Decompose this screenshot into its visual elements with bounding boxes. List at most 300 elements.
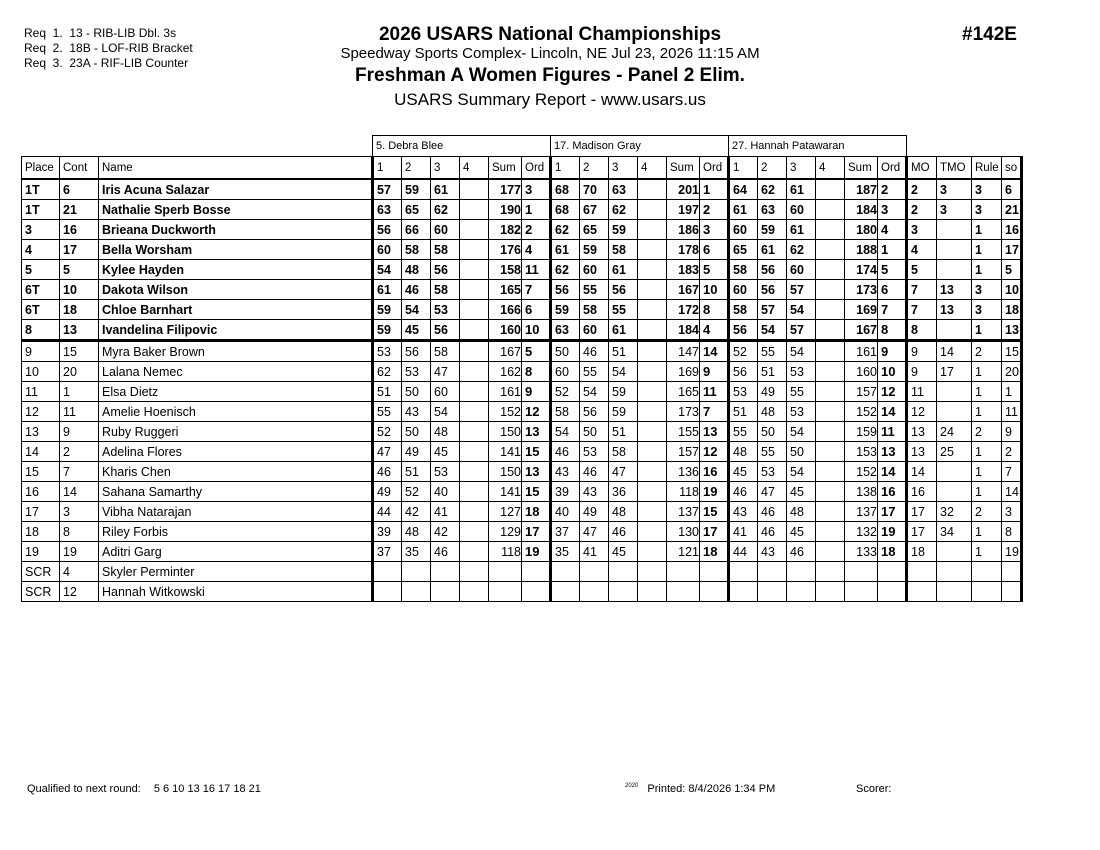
- score-cell: 51: [402, 462, 431, 482]
- contestant-number-cell: 16: [60, 220, 99, 240]
- contestant-number-cell: 11: [60, 402, 99, 422]
- score-cell: [460, 220, 489, 240]
- score-cell: 51: [609, 422, 638, 442]
- judge-ordinal-cell: 8: [878, 320, 907, 341]
- tmo-cell: [937, 240, 972, 260]
- score-cell: [638, 402, 667, 422]
- score-cell: 46: [609, 522, 638, 542]
- score-cell: 60: [729, 280, 758, 300]
- skater-name-cell: Hannah Witkowski: [99, 582, 373, 602]
- report-title: USARS Summary Report - www.usars.us: [394, 90, 706, 109]
- judge-sum-cell: 184: [845, 200, 878, 220]
- score-cell: 65: [580, 220, 609, 240]
- judge-ordinal-cell: 3: [700, 220, 729, 240]
- table-row: [22, 522, 1022, 542]
- score-cell: [816, 382, 845, 402]
- judge-sum-cell: [489, 582, 522, 602]
- mo-cell: 11: [907, 382, 937, 402]
- score-cell: 56: [402, 341, 431, 362]
- so-cell: 17: [1002, 240, 1022, 260]
- score-cell: 55: [758, 341, 787, 362]
- judge-sum-cell: 172: [667, 300, 700, 320]
- requirements-list: [24, 26, 193, 71]
- score-cell: 60: [787, 200, 816, 220]
- score-cell: 52: [373, 422, 402, 442]
- so-cell: 9: [1002, 422, 1022, 442]
- score-cell: 54: [787, 422, 816, 442]
- score-cell: 43: [758, 542, 787, 562]
- judge-ordinal-cell: 10: [522, 320, 551, 341]
- judge-header-spacer: [907, 136, 1022, 157]
- event-number: #142E: [962, 24, 1017, 45]
- judge-sum-cell: 190: [489, 200, 522, 220]
- score-cell: 59: [758, 220, 787, 240]
- rule-cell: 1: [972, 542, 1002, 562]
- so-cell: 18: [1002, 300, 1022, 320]
- score-cell: 46: [431, 542, 460, 562]
- score-cell: [580, 562, 609, 582]
- table-row: [22, 582, 1022, 602]
- score-cell: [787, 562, 816, 582]
- judge-ordinal-cell: 9: [878, 341, 907, 362]
- score-cell: 58: [609, 442, 638, 462]
- results-table: [21, 135, 1023, 602]
- score-cell: 53: [758, 462, 787, 482]
- judge-ordinal-cell: 15: [522, 442, 551, 462]
- contestant-number-cell: 4: [60, 562, 99, 582]
- judge-sum-cell: 150: [489, 462, 522, 482]
- score-cell: 48: [758, 402, 787, 422]
- score-cell: [638, 482, 667, 502]
- place-cell: SCR: [22, 562, 60, 582]
- column-header: Name: [99, 157, 373, 180]
- score-cell: 54: [787, 341, 816, 362]
- judge-sum-cell: 166: [489, 300, 522, 320]
- req-text: 18B - LOF-RIB Bracket: [69, 41, 193, 55]
- judge-sum-cell: 201: [667, 179, 700, 200]
- score-cell: [638, 542, 667, 562]
- judge-sum-cell: 118: [667, 482, 700, 502]
- score-cell: 45: [787, 482, 816, 502]
- judge-ordinal-cell: 6: [878, 280, 907, 300]
- skater-name-cell: Skyler Perminter: [99, 562, 373, 582]
- so-cell: 11: [1002, 402, 1022, 422]
- score-cell: [729, 582, 758, 602]
- judge-sum-cell: 176: [489, 240, 522, 260]
- judge-sum-cell: 169: [667, 362, 700, 382]
- so-cell: 1: [1002, 382, 1022, 402]
- req-text: 23A - RIF-LIB Counter: [69, 56, 189, 70]
- so-cell: 14: [1002, 482, 1022, 502]
- score-cell: [431, 562, 460, 582]
- score-cell: [373, 562, 402, 582]
- judge-sum-cell: 127: [489, 502, 522, 522]
- mo-cell: 12: [907, 402, 937, 422]
- score-cell: [638, 422, 667, 442]
- column-header-row: [22, 157, 1022, 180]
- judge-ordinal-cell: 13: [700, 422, 729, 442]
- table-row: [22, 422, 1022, 442]
- mo-cell: 18: [907, 542, 937, 562]
- score-cell: 56: [551, 280, 580, 300]
- score-cell: [431, 582, 460, 602]
- score-cell: 61: [551, 240, 580, 260]
- skater-name-cell: Vibha Natarajan: [99, 502, 373, 522]
- tmo-cell: 13: [937, 300, 972, 320]
- score-cell: 46: [787, 542, 816, 562]
- score-cell: 50: [402, 422, 431, 442]
- place-cell: 9: [22, 341, 60, 362]
- judge-ordinal-cell: 18: [878, 542, 907, 562]
- place-cell: 18: [22, 522, 60, 542]
- score-cell: 53: [787, 362, 816, 382]
- column-header: Ord: [700, 157, 729, 180]
- score-cell: 57: [758, 300, 787, 320]
- score-cell: 57: [787, 280, 816, 300]
- judge-ordinal-cell: 2: [700, 200, 729, 220]
- so-cell: 2: [1002, 442, 1022, 462]
- score-cell: [816, 582, 845, 602]
- judge-ordinal-cell: 7: [878, 300, 907, 320]
- skater-name-cell: Sahana Samarthy: [99, 482, 373, 502]
- score-cell: [816, 422, 845, 442]
- so-cell: 5: [1002, 260, 1022, 280]
- printed-timestamp: Printed: 8/4/2026 1:34 PM: [647, 783, 776, 795]
- requirement-2: [24, 41, 193, 56]
- score-cell: 66: [402, 220, 431, 240]
- column-header: so: [1002, 157, 1022, 180]
- score-cell: [787, 582, 816, 602]
- score-cell: 51: [373, 382, 402, 402]
- judge-ordinal-cell: 3: [522, 179, 551, 200]
- table-row: [22, 200, 1022, 220]
- rule-cell: 3: [972, 179, 1002, 200]
- contestant-number-cell: 2: [60, 442, 99, 462]
- score-cell: 54: [787, 300, 816, 320]
- place-cell: 15: [22, 462, 60, 482]
- score-cell: 55: [580, 362, 609, 382]
- score-cell: [460, 382, 489, 402]
- score-cell: 58: [580, 300, 609, 320]
- judge-ordinal-cell: 11: [700, 382, 729, 402]
- qualified-line: [27, 783, 261, 795]
- score-cell: 59: [373, 320, 402, 341]
- score-cell: 51: [758, 362, 787, 382]
- contestant-number-cell: 1: [60, 382, 99, 402]
- skater-name-cell: Elsa Dietz: [99, 382, 373, 402]
- column-header: Ord: [522, 157, 551, 180]
- place-cell: 17: [22, 502, 60, 522]
- score-cell: [460, 422, 489, 442]
- skater-name-cell: Brieana Duckworth: [99, 220, 373, 240]
- score-cell: 46: [580, 341, 609, 362]
- mo-cell: 16: [907, 482, 937, 502]
- judge-ordinal-cell: 1: [700, 179, 729, 200]
- score-cell: 62: [758, 179, 787, 200]
- rule-cell: 1: [972, 402, 1002, 422]
- score-cell: 53: [729, 382, 758, 402]
- score-cell: 63: [758, 200, 787, 220]
- column-header: Sum: [845, 157, 878, 180]
- score-cell: 46: [729, 482, 758, 502]
- score-cell: 46: [373, 462, 402, 482]
- score-cell: 44: [373, 502, 402, 522]
- score-cell: 56: [609, 280, 638, 300]
- contestant-number-cell: 8: [60, 522, 99, 542]
- score-cell: 58: [431, 280, 460, 300]
- rule-cell: 1: [972, 260, 1002, 280]
- judge-sum-cell: 157: [667, 442, 700, 462]
- score-cell: 49: [580, 502, 609, 522]
- tmo-cell: [937, 482, 972, 502]
- score-cell: [816, 200, 845, 220]
- column-header: 1: [729, 157, 758, 180]
- score-cell: 54: [551, 422, 580, 442]
- table-row: [22, 260, 1022, 280]
- score-cell: [638, 240, 667, 260]
- score-cell: 50: [580, 422, 609, 442]
- judge-sum-cell: 161: [845, 341, 878, 362]
- score-cell: 58: [729, 260, 758, 280]
- score-cell: 48: [729, 442, 758, 462]
- score-cell: 61: [729, 200, 758, 220]
- score-cell: [460, 582, 489, 602]
- score-cell: [638, 582, 667, 602]
- judge-sum-cell: 130: [667, 522, 700, 542]
- judge-sum-cell: 158: [489, 260, 522, 280]
- judge-ordinal-cell: 10: [878, 362, 907, 382]
- score-cell: 60: [431, 382, 460, 402]
- judge-ordinal-cell: 10: [700, 280, 729, 300]
- score-cell: [638, 341, 667, 362]
- judge-ordinal-cell: 19: [700, 482, 729, 502]
- score-cell: 43: [402, 402, 431, 422]
- score-cell: 45: [729, 462, 758, 482]
- judge-ordinal-cell: 19: [878, 522, 907, 542]
- rule-cell: 2: [972, 341, 1002, 362]
- judge-sum-cell: 141: [489, 482, 522, 502]
- so-cell: [1002, 582, 1022, 602]
- column-header: Ord: [878, 157, 907, 180]
- place-cell: 13: [22, 422, 60, 442]
- judge-ordinal-cell: [700, 582, 729, 602]
- score-cell: 43: [729, 502, 758, 522]
- judge-3-name: 27. Hannah Patawaran: [729, 136, 907, 157]
- rule-cell: 1: [972, 522, 1002, 542]
- judge-ordinal-cell: 17: [700, 522, 729, 542]
- table-row: [22, 482, 1022, 502]
- judge-ordinal-cell: 17: [522, 522, 551, 542]
- score-cell: 58: [609, 240, 638, 260]
- column-header: 4: [638, 157, 667, 180]
- judge-header-row: [22, 136, 1022, 157]
- score-cell: [638, 442, 667, 462]
- score-cell: 39: [373, 522, 402, 542]
- score-cell: [816, 260, 845, 280]
- table-row: [22, 382, 1022, 402]
- score-cell: 41: [431, 502, 460, 522]
- score-cell: [460, 462, 489, 482]
- so-cell: 3: [1002, 502, 1022, 522]
- rule-cell: 2: [972, 422, 1002, 442]
- score-cell: 65: [729, 240, 758, 260]
- table-row: [22, 320, 1022, 341]
- judge-sum-cell: 152: [489, 402, 522, 422]
- score-cell: 41: [580, 542, 609, 562]
- score-cell: [460, 442, 489, 462]
- score-cell: [816, 240, 845, 260]
- tmo-cell: 14: [937, 341, 972, 362]
- so-cell: [1002, 562, 1022, 582]
- so-cell: 10: [1002, 280, 1022, 300]
- judge-sum-cell: [667, 562, 700, 582]
- score-cell: 55: [758, 442, 787, 462]
- score-cell: [638, 362, 667, 382]
- score-cell: 44: [729, 542, 758, 562]
- score-cell: 48: [402, 260, 431, 280]
- tmo-cell: 17: [937, 362, 972, 382]
- judge-sum-cell: 174: [845, 260, 878, 280]
- judge-ordinal-cell: 9: [522, 382, 551, 402]
- score-cell: [816, 362, 845, 382]
- score-cell: [816, 402, 845, 422]
- score-cell: 53: [580, 442, 609, 462]
- judge-ordinal-cell: 13: [522, 462, 551, 482]
- table-row: [22, 341, 1022, 362]
- contestant-number-cell: 5: [60, 260, 99, 280]
- contestant-number-cell: 13: [60, 320, 99, 341]
- column-header: 2: [580, 157, 609, 180]
- mo-cell: 4: [907, 240, 937, 260]
- judge-sum-cell: 169: [845, 300, 878, 320]
- score-cell: 64: [729, 179, 758, 200]
- score-cell: 67: [580, 200, 609, 220]
- table-row: [22, 300, 1022, 320]
- judge-sum-cell: 137: [845, 502, 878, 522]
- skater-name-cell: Iris Acuna Salazar: [99, 179, 373, 200]
- mo-cell: 9: [907, 341, 937, 362]
- column-header: TMO: [937, 157, 972, 180]
- score-cell: 54: [787, 462, 816, 482]
- table-row: [22, 240, 1022, 260]
- place-cell: 19: [22, 542, 60, 562]
- score-cell: 56: [729, 362, 758, 382]
- venue-line: Speedway Sports Complex- Lincoln, NE Jul 23, 2026 11:15 AM: [340, 45, 760, 62]
- tmo-cell: [937, 582, 972, 602]
- score-cell: 46: [758, 522, 787, 542]
- rule-cell: 1: [972, 320, 1002, 341]
- judge-sum-cell: 197: [667, 200, 700, 220]
- score-cell: 37: [551, 522, 580, 542]
- judge-sum-cell: 159: [845, 422, 878, 442]
- judge-sum-cell: 160: [489, 320, 522, 341]
- tmo-cell: 3: [937, 200, 972, 220]
- score-cell: 62: [551, 220, 580, 240]
- req-text: 13 - RIB-LIB Dbl. 3s: [69, 26, 177, 40]
- judge-ordinal-cell: 12: [878, 382, 907, 402]
- judge-1-name: 5. Debra Blee: [373, 136, 551, 157]
- mo-cell: 17: [907, 522, 937, 542]
- tmo-cell: [937, 402, 972, 422]
- score-cell: 59: [609, 402, 638, 422]
- score-cell: 56: [373, 220, 402, 240]
- column-header: 4: [460, 157, 489, 180]
- judge-ordinal-cell: 16: [700, 462, 729, 482]
- qualified-list: 5 6 10 13 16 17 18 21: [153, 783, 261, 795]
- score-cell: 53: [431, 462, 460, 482]
- place-cell: 16: [22, 482, 60, 502]
- score-cell: 47: [758, 482, 787, 502]
- score-cell: [460, 542, 489, 562]
- skater-name-cell: Kharis Chen: [99, 462, 373, 482]
- score-cell: [816, 522, 845, 542]
- score-cell: 46: [580, 462, 609, 482]
- skater-name-cell: Chloe Barnhart: [99, 300, 373, 320]
- score-cell: [580, 582, 609, 602]
- contestant-number-cell: 21: [60, 200, 99, 220]
- rule-cell: 1: [972, 362, 1002, 382]
- score-cell: 63: [551, 320, 580, 341]
- judge-sum-cell: 167: [489, 341, 522, 362]
- judge-ordinal-cell: 4: [522, 240, 551, 260]
- table-row: [22, 462, 1022, 482]
- score-cell: 51: [729, 402, 758, 422]
- judge-sum-cell: 133: [845, 542, 878, 562]
- score-cell: [638, 200, 667, 220]
- score-cell: [460, 240, 489, 260]
- qualified-label: Qualified to next round:: [27, 783, 141, 795]
- place-cell: 5: [22, 260, 60, 280]
- score-cell: 45: [431, 442, 460, 462]
- judge-ordinal-cell: 7: [700, 402, 729, 422]
- score-cell: 46: [758, 502, 787, 522]
- judge-ordinal-cell: 13: [878, 442, 907, 462]
- judge-sum-cell: 132: [845, 522, 878, 542]
- mo-cell: 3: [907, 220, 937, 240]
- score-cell: [816, 341, 845, 362]
- score-cell: 53: [787, 402, 816, 422]
- score-cell: 42: [402, 502, 431, 522]
- skater-name-cell: Kylee Hayden: [99, 260, 373, 280]
- score-cell: [460, 260, 489, 280]
- judge-ordinal-cell: 15: [522, 482, 551, 502]
- judge-ordinal-cell: 12: [700, 442, 729, 462]
- rule-cell: 2: [972, 502, 1002, 522]
- score-cell: [638, 179, 667, 200]
- score-cell: 35: [402, 542, 431, 562]
- column-header: 1: [373, 157, 402, 180]
- place-cell: 1T: [22, 200, 60, 220]
- score-cell: 48: [402, 522, 431, 542]
- tmo-cell: 3: [937, 179, 972, 200]
- contestant-number-cell: 6: [60, 179, 99, 200]
- rule-cell: [972, 562, 1002, 582]
- mo-cell: [907, 562, 937, 582]
- tmo-cell: [937, 260, 972, 280]
- rule-cell: 1: [972, 442, 1002, 462]
- score-cell: 46: [402, 280, 431, 300]
- score-cell: [460, 362, 489, 382]
- score-cell: 59: [402, 179, 431, 200]
- rule-cell: 3: [972, 300, 1002, 320]
- tmo-cell: [937, 562, 972, 582]
- mo-cell: 2: [907, 179, 937, 200]
- rule-cell: 1: [972, 382, 1002, 402]
- score-cell: 53: [402, 362, 431, 382]
- judge-ordinal-cell: 2: [878, 179, 907, 200]
- score-cell: 43: [580, 482, 609, 502]
- judge-ordinal-cell: 8: [522, 362, 551, 382]
